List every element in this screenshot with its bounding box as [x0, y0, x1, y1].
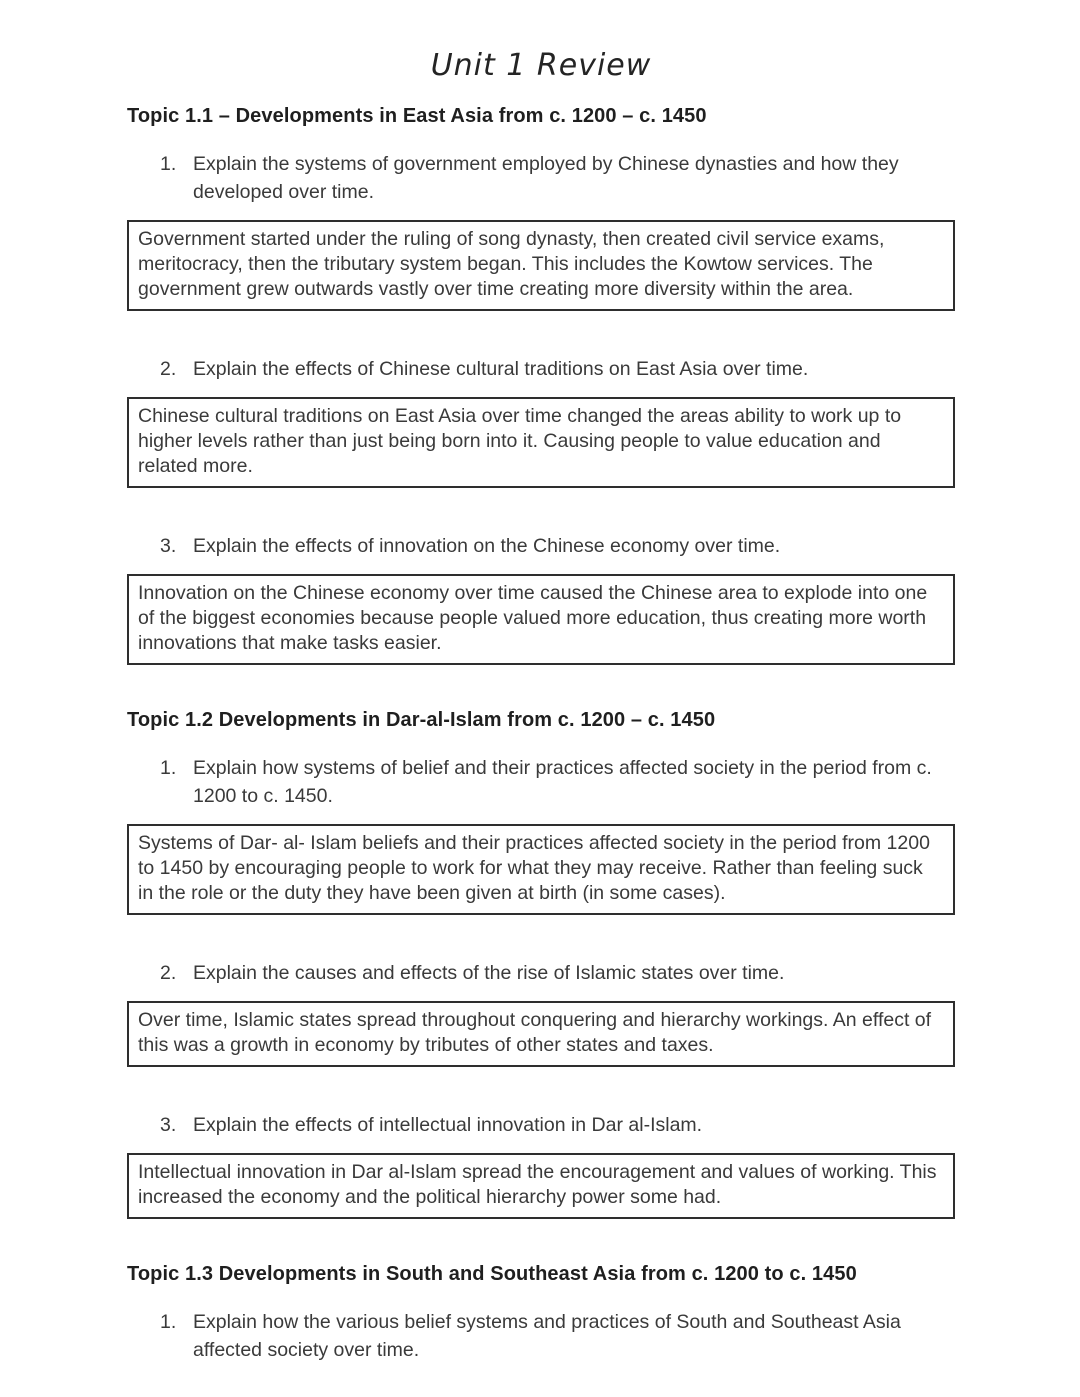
question-item — [160, 754, 955, 810]
answer-box: Chinese cultural traditions on East Asia over time changed the areas ability to work up to higher levels rather than just being born into it. Causing people to value education and related more. — [127, 397, 955, 488]
question-number: 3. — [160, 1114, 177, 1136]
question-number: 2. — [160, 962, 177, 984]
answer-box: Government started under the ruling of song dynasty, then created civil service exams, meritocracy, then the tributary system began. This includes the Kowtow services. The government grew outwards vastly over time creating more diversity within the area. — [127, 220, 955, 311]
question-prompt: Explain the systems of government employed by Chinese dynasties and how they developed over time. — [193, 153, 899, 203]
question-number: 3. — [160, 535, 177, 557]
section-topic-1-1 — [127, 105, 955, 665]
question-prompt: Explain the effects of innovation on the Chinese economy over time. — [193, 535, 781, 557]
answer-box: Systems of Dar- al- Islam beliefs and their practices affected society in the period from 1200 to 1450 by encouraging people to work for what they may receive. Rather than feeling suck in the role or the duty they have been given at birth (in some cases). — [127, 824, 955, 915]
question-number: 1. — [160, 153, 177, 175]
question-item — [160, 1308, 955, 1364]
question-item — [160, 1111, 955, 1139]
question-prompt: Explain how systems of belief and their practices affected society in the period from c. 1200 to c. 1450. — [193, 757, 932, 807]
question-prompt: Explain the effects of intellectual innovation in Dar al-Islam. — [193, 1114, 703, 1136]
question-prompt: Explain how the various belief systems and practices of South and Southeast Asia affected society over time. — [193, 1311, 901, 1361]
section-topic-1-3 — [127, 1263, 955, 1364]
answer-box: Innovation on the Chinese economy over time caused the Chinese area to explode into one of the biggest economies because people valued more education, thus creating more worth innovations that make tasks easier. — [127, 574, 955, 665]
question-prompt: Explain the causes and effects of the rise of Islamic states over time. — [193, 962, 785, 984]
question-prompt: Explain the effects of Chinese cultural traditions on East Asia over time. — [193, 358, 809, 380]
topic-heading: Topic 1.2 Developments in Dar-al-Islam from c. 1200 – c. 1450 — [127, 709, 716, 731]
question-item — [160, 355, 955, 383]
section-topic-1-2 — [127, 709, 955, 1219]
topic-heading: Topic 1.1 – Developments in East Asia from c. 1200 – c. 1450 — [127, 105, 707, 127]
question-item — [160, 959, 955, 987]
question-item — [160, 532, 955, 560]
answer-box: Over time, Islamic states spread throughout conquering and hierarchy workings. An effect of this was a growth in economy by tributes of other states and taxes. — [127, 1001, 955, 1067]
topic-heading: Topic 1.3 Developments in South and Southeast Asia from c. 1200 to c. 1450 — [127, 1263, 857, 1285]
document-title: Unit 1 Review — [430, 48, 652, 83]
answer-box: Intellectual innovation in Dar al-Islam spread the encouragement and values of working. This increased the economy and the political hierarchy power some had. — [127, 1153, 955, 1219]
question-number: 1. — [160, 757, 177, 779]
question-number: 2. — [160, 358, 177, 380]
question-number: 1. — [160, 1311, 177, 1333]
question-item — [160, 150, 955, 206]
